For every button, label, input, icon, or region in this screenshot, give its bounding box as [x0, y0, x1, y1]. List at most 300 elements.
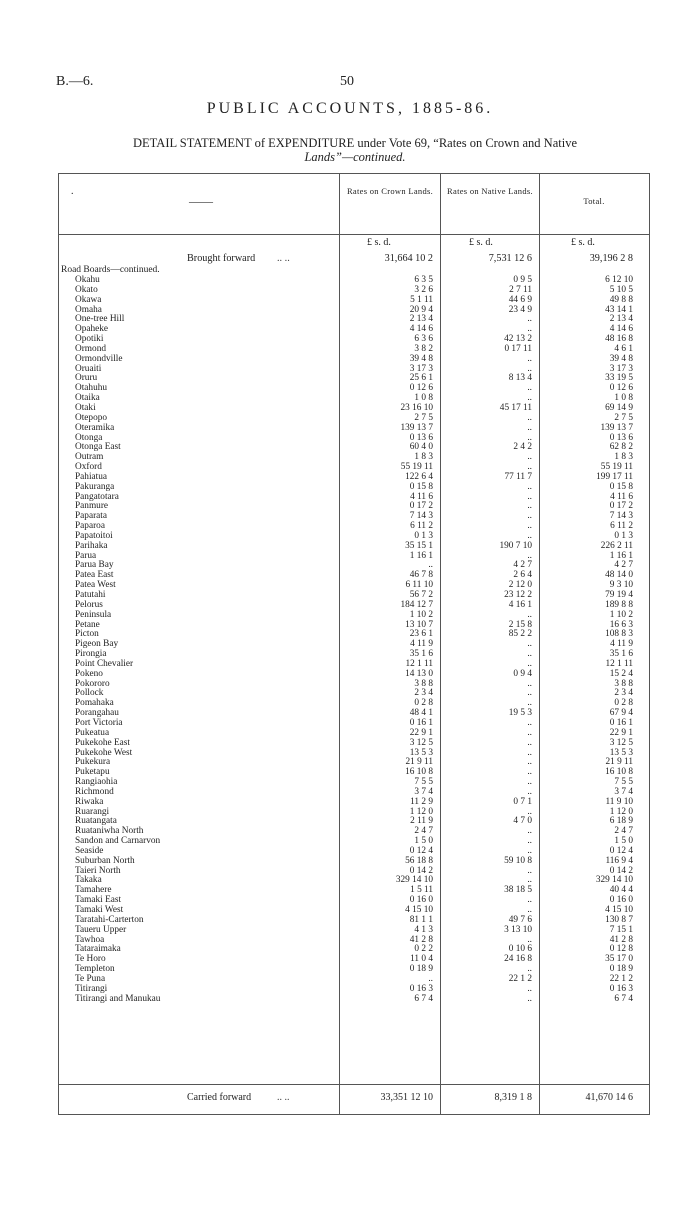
row-total: 48 16 8	[605, 334, 633, 345]
table-row	[59, 561, 649, 571]
row-native: ..	[527, 964, 532, 975]
row-crown: 3 12 5	[409, 737, 433, 748]
table-row	[59, 512, 649, 522]
table-row	[59, 384, 649, 394]
row-total: 48 14 0	[605, 570, 633, 581]
row-total: 0 12 4	[609, 845, 633, 856]
table-row	[59, 739, 649, 749]
row-crown: 11 2 9	[410, 796, 433, 807]
row-crown: 4 14 6	[409, 324, 433, 335]
row-native: ..	[527, 432, 532, 443]
row-name: Tamahere	[75, 885, 112, 896]
row-crown: 25 6 1	[409, 373, 433, 384]
row-total: 7 5 5	[614, 777, 633, 788]
row-name: Petane	[75, 619, 100, 630]
row-crown: 0 16 1	[409, 717, 433, 728]
carried-forward-crown: 33,351 12 10	[380, 1092, 433, 1103]
row-native: ..	[527, 639, 532, 650]
table-row	[59, 630, 649, 640]
row-crown: 16 10 8	[405, 767, 433, 778]
row-name: Pukeatua	[75, 727, 110, 738]
row-total: 16 10 8	[605, 767, 633, 778]
table-row	[59, 817, 649, 827]
row-name: Parua Bay	[75, 560, 114, 571]
row-native: ..	[527, 452, 532, 463]
row-name: Patea West	[75, 580, 116, 591]
row-crown: ..	[428, 973, 433, 984]
row-total: 199 17 11	[596, 471, 633, 482]
row-native: 2 12 0	[508, 580, 532, 591]
table-row	[59, 640, 649, 650]
row-crown: 139 13 7	[400, 422, 433, 433]
table-row	[59, 542, 649, 552]
header-rule	[59, 234, 649, 235]
row-native: 24 16 8	[504, 954, 532, 965]
table-row	[59, 315, 649, 325]
row-native: 0 10 6	[508, 944, 532, 955]
row-native: 0 7 1	[513, 796, 532, 807]
table-row	[59, 699, 649, 709]
row-native: 59 10 8	[504, 855, 532, 866]
table-row	[59, 916, 649, 926]
row-name: Picton	[75, 629, 99, 640]
row-total: 6 12 10	[605, 275, 633, 285]
row-native: 4 2 7	[513, 560, 532, 571]
page-reference: B.—6.	[56, 74, 94, 89]
row-total: 69 14 9	[605, 402, 633, 413]
table-row	[59, 424, 649, 434]
row-native: ..	[527, 836, 532, 847]
table-row	[59, 680, 649, 690]
row-crown: 3 2 6	[414, 284, 433, 295]
table-row	[59, 394, 649, 404]
row-crown: 1 5 11	[410, 885, 433, 896]
row-name: Panmure	[75, 501, 109, 512]
row-native: ..	[527, 530, 532, 541]
row-crown: 60 4 0	[409, 442, 433, 453]
table-row	[59, 955, 649, 965]
row-name: Tamaki West	[75, 905, 124, 915]
row-native: ..	[527, 491, 532, 502]
row-name: Taieri North	[75, 865, 121, 876]
row-name: Rangiaohia	[75, 777, 118, 788]
row-crown: 4 11 6	[410, 491, 433, 502]
row-native: 3 13 10	[504, 924, 532, 935]
row-total: 22 1 2	[609, 973, 633, 984]
row-native: 23 4 9	[508, 304, 532, 315]
row-name: Porangahau	[75, 708, 119, 719]
row-name: Patutahi	[75, 590, 106, 600]
row-crown: 1 8 3	[414, 452, 433, 463]
row-crown: 0 12 4	[409, 845, 433, 856]
row-crown: 0 13 6	[409, 432, 433, 443]
row-native: ..	[527, 393, 532, 404]
row-name: Otonga	[75, 432, 103, 443]
row-total: 43 14 1	[605, 304, 633, 315]
row-native: 44 6 9	[508, 294, 532, 305]
row-native: ..	[527, 757, 532, 768]
row-total: 2 7 5	[614, 412, 633, 423]
row-name: Taratahi-Carterton	[75, 914, 144, 925]
row-name: Port Victoria	[75, 717, 123, 728]
row-crown: 6 3 6	[414, 334, 433, 345]
row-crown: 1 16 1	[409, 550, 433, 561]
row-total: 6 18 9	[609, 816, 633, 827]
row-crown: 1 0 8	[414, 393, 433, 404]
row-crown: 13 5 3	[409, 747, 433, 758]
row-crown: 0 12 6	[409, 383, 433, 394]
table-row	[59, 502, 649, 512]
table-row	[59, 611, 649, 621]
row-crown: 56 18 8	[405, 855, 433, 866]
row-total: 139 13 7	[600, 422, 633, 433]
row-name: Pokeno	[75, 668, 103, 679]
row-total: 11 9 10	[605, 796, 633, 807]
row-native: 4 7 0	[513, 816, 532, 827]
carried-forward-label: Carried forward	[187, 1092, 252, 1103]
row-name: Titirangi	[75, 983, 108, 994]
row-native: 0 17 11	[504, 343, 532, 354]
row-name: Pakuranga	[75, 481, 115, 492]
brought-forward-native: 7,531 12 6	[488, 253, 532, 264]
row-name: Outram	[75, 452, 104, 463]
row-native: ..	[527, 727, 532, 738]
row-total: 35 17 0	[605, 954, 633, 965]
table-row	[59, 296, 649, 306]
row-total: 4 11 6	[610, 491, 633, 502]
table-row	[59, 709, 649, 719]
row-crown: 122 6 4	[405, 471, 433, 482]
table-row	[59, 345, 649, 355]
row-total: 7 14 3	[609, 511, 633, 522]
row-crown: 3 17 3	[409, 363, 433, 374]
table-row	[59, 808, 649, 818]
brought-forward-crown: 31,664 10 2	[384, 253, 433, 264]
table-row	[59, 876, 649, 886]
row-crown: 2 4 7	[414, 826, 433, 837]
row-name: Otepopo	[75, 412, 108, 423]
row-total: 0 13 6	[609, 432, 633, 443]
row-total: 49 8 8	[609, 294, 633, 305]
table-row	[59, 660, 649, 670]
table-row	[59, 591, 649, 601]
row-crown: 4 15 10	[405, 905, 433, 915]
row-native: ..	[527, 383, 532, 394]
row-crown: 39 4 8	[409, 353, 433, 364]
row-name: Otonga East	[75, 442, 121, 453]
row-total: 1 0 8	[614, 393, 633, 404]
row-total: 0 12 8	[609, 944, 633, 955]
row-crown: 0 15 8	[409, 481, 433, 492]
row-crown: 0 16 3	[409, 983, 433, 994]
road-board-rows	[59, 276, 649, 1004]
row-native: 85 2 2	[508, 629, 532, 640]
row-native: ..	[527, 806, 532, 817]
row-name: Oxford	[75, 462, 102, 473]
row-native: 0 9 5	[513, 275, 532, 285]
table-row	[59, 975, 649, 985]
row-native: ..	[527, 905, 532, 915]
row-crown: 6 11 2	[410, 521, 433, 532]
row-crown: 6 7 4	[414, 993, 433, 1004]
row-total: 35 1 6	[609, 649, 633, 660]
row-native: ..	[527, 363, 532, 374]
row-native: ..	[527, 649, 532, 660]
row-name: Oteramika	[75, 422, 115, 433]
row-total: 4 11 9	[610, 639, 633, 650]
row-name: Titirangi and Manukau	[75, 993, 161, 1004]
table-row	[59, 995, 649, 1005]
row-name: Okahu	[75, 275, 100, 285]
row-name: Ormondville	[75, 353, 123, 364]
table-row	[59, 867, 649, 877]
row-total: 55 19 11	[600, 462, 633, 473]
table-row	[59, 857, 649, 867]
row-native: 190 7 10	[499, 540, 532, 551]
row-native: ..	[527, 521, 532, 532]
row-name: Pukekura	[75, 757, 111, 768]
row-native: ..	[527, 511, 532, 522]
row-total: 1 12 0	[609, 806, 633, 817]
row-name: Point Chevalier	[75, 658, 134, 669]
row-crown: 7 5 5	[414, 777, 433, 788]
row-name: Pollock	[75, 688, 104, 699]
row-total: 5 10 5	[609, 284, 633, 295]
row-total: 3 12 5	[609, 737, 633, 748]
row-native: ..	[527, 895, 532, 906]
row-crown: 2 7 5	[414, 412, 433, 423]
row-total: 0 1 3	[614, 530, 633, 541]
row-total: 4 15 10	[605, 905, 633, 915]
row-native: ..	[527, 314, 532, 325]
row-total: 13 5 3	[609, 747, 633, 758]
row-native: ..	[527, 737, 532, 748]
carried-forward-leader: .. ..	[277, 1092, 290, 1103]
row-native: ..	[527, 875, 532, 886]
table-row	[59, 778, 649, 788]
row-native: 19 5 3	[508, 708, 532, 719]
row-native: ..	[527, 658, 532, 669]
row-native: 2 7 11	[509, 284, 532, 295]
row-native: ..	[527, 422, 532, 433]
table-row	[59, 286, 649, 296]
units-native: £ s. d.	[469, 237, 493, 248]
table-row	[59, 404, 649, 414]
table-row	[59, 719, 649, 729]
row-name: Tawhoa	[75, 934, 105, 945]
row-native: 2 4 2	[513, 442, 532, 453]
row-name: Papatoitoi	[75, 530, 113, 541]
row-total: 6 7 4	[614, 993, 633, 1004]
table-row	[59, 837, 649, 847]
row-native: ..	[527, 412, 532, 423]
row-total: 16 6 3	[609, 619, 633, 630]
row-crown: 14 13 0	[405, 668, 433, 679]
row-crown: 0 1 3	[414, 530, 433, 541]
column-header-total: Total.	[583, 196, 605, 206]
row-native: ..	[527, 481, 532, 492]
row-total: 130 8 7	[605, 914, 633, 925]
row-native: 22 1 2	[508, 973, 532, 984]
row-name: Pirongia	[75, 649, 107, 660]
row-crown: 1 12 0	[409, 806, 433, 817]
row-native: 49 7 6	[508, 914, 532, 925]
row-native: ..	[527, 688, 532, 699]
row-name: Templeton	[75, 964, 115, 975]
row-total: 3 17 3	[609, 363, 633, 374]
row-crown: 184 12 7	[400, 599, 433, 610]
row-native: ..	[527, 993, 532, 1004]
row-crown: 22 9 1	[409, 727, 433, 738]
header-dash: ——	[189, 194, 213, 208]
row-name: One-tree Hill	[75, 314, 125, 325]
row-crown: 23 6 1	[409, 629, 433, 640]
row-total: 1 10 2	[609, 609, 633, 620]
row-crown: 2 11 9	[410, 816, 433, 827]
row-crown: 81 1 1	[409, 914, 433, 925]
row-native: ..	[527, 767, 532, 778]
row-crown: 21 9 11	[405, 757, 433, 768]
row-total: 2 3 4	[614, 688, 633, 699]
row-crown: 3 8 2	[414, 343, 433, 354]
row-total: 6 11 2	[610, 521, 633, 532]
row-total: 62 8 2	[609, 442, 633, 453]
row-crown: 20 9 4	[409, 304, 433, 315]
table-row	[59, 493, 649, 503]
row-crown: 0 17 2	[409, 501, 433, 512]
table-row	[59, 896, 649, 906]
table-row	[59, 414, 649, 424]
row-total: 41 2 8	[609, 934, 633, 945]
row-total: 39 4 8	[609, 353, 633, 364]
row-total: 22 9 1	[609, 727, 633, 738]
row-name: Omaha	[75, 304, 102, 315]
row-name: Ruataniwha North	[75, 826, 144, 837]
statement-subtitle: DETAIL STATEMENT of EXPENDITURE under Vote 69, “Rates on Crown and Native	[133, 136, 577, 150]
row-name: Taueru Upper	[75, 924, 127, 935]
row-total: 1 5 0	[614, 836, 633, 847]
units-crown: £ s. d.	[367, 237, 391, 248]
row-name: Riwaka	[75, 796, 104, 807]
row-total: 189 8 8	[605, 599, 633, 610]
row-crown: 0 2 8	[414, 698, 433, 709]
expenditure-table	[58, 173, 650, 1115]
row-crown: 23 16 10	[400, 402, 433, 413]
table-row	[59, 483, 649, 493]
row-name: Ruarangi	[75, 806, 110, 817]
table-row	[59, 522, 649, 532]
row-total: 0 16 0	[609, 895, 633, 906]
row-name: Otaki	[75, 402, 96, 413]
row-name: Pukekohe East	[75, 737, 130, 748]
row-native: ..	[527, 983, 532, 994]
table-row	[59, 365, 649, 375]
table-row	[59, 926, 649, 936]
row-crown: 41 2 8	[409, 934, 433, 945]
row-native: ..	[527, 865, 532, 876]
table-row	[59, 325, 649, 335]
row-total: 40 4 4	[609, 885, 633, 896]
table-row	[59, 443, 649, 453]
row-native: 2 15 8	[508, 619, 532, 630]
row-native: ..	[527, 501, 532, 512]
units-total: £ s. d.	[571, 237, 595, 248]
row-total: 2 13 4	[609, 314, 633, 325]
row-crown: 7 14 3	[409, 511, 433, 522]
row-total: 226 2 11	[600, 540, 633, 551]
row-crown: 2 13 4	[409, 314, 433, 325]
row-native: ..	[527, 353, 532, 364]
row-native: ..	[527, 462, 532, 473]
row-total: 116 9 4	[605, 855, 633, 866]
row-total: 4 2 7	[614, 560, 633, 571]
row-name: Parua	[75, 550, 97, 561]
row-name: Otaika	[75, 393, 100, 404]
row-name: Opotiki	[75, 334, 104, 345]
row-native: 0 9 4	[513, 668, 532, 679]
row-total: 21 9 11	[605, 757, 633, 768]
statement-subtitle-continued: Lands”—continued.	[304, 150, 406, 164]
row-native: ..	[527, 777, 532, 788]
row-native: 2 6 4	[513, 570, 532, 581]
column-header-native: Rates on Native Lands.	[447, 186, 533, 196]
row-crown: 0 18 9	[409, 964, 433, 975]
row-name: Pangatotara	[75, 491, 119, 502]
table-row	[59, 788, 649, 798]
table-row	[59, 906, 649, 916]
brought-forward-label: Brought forward	[187, 253, 256, 264]
table-row	[59, 581, 649, 591]
table-row	[59, 355, 649, 365]
table-row	[59, 434, 649, 444]
row-total: 1 16 1	[609, 550, 633, 561]
table-row	[59, 571, 649, 581]
table-row	[59, 689, 649, 699]
row-total: 0 16 3	[609, 983, 633, 994]
row-crown: 4 11 9	[410, 639, 433, 650]
row-name: Ruatangata	[75, 816, 117, 827]
row-native: 38 18 5	[504, 885, 532, 896]
column-header-crown: Rates on Crown Lands.	[346, 186, 434, 196]
table-row	[59, 729, 649, 739]
table-row	[59, 945, 649, 955]
row-crown: 3 8 8	[414, 678, 433, 689]
row-native: ..	[527, 845, 532, 856]
row-name: Parihaka	[75, 540, 108, 551]
row-name: Tataraimaka	[75, 944, 121, 955]
row-total: 4 6 1	[614, 343, 633, 354]
row-total: 12 1 11	[605, 658, 633, 669]
row-native: 8 13 4	[508, 373, 532, 384]
row-crown: 56 7 2	[409, 590, 433, 600]
row-crown: 1 10 2	[409, 609, 433, 620]
row-crown: 4 1 3	[414, 924, 433, 935]
row-crown: 48 4 1	[409, 708, 433, 719]
row-name: Pomahaka	[75, 698, 114, 709]
row-native: ..	[527, 747, 532, 758]
row-name: Paparata	[75, 511, 108, 522]
row-name: Richmond	[75, 786, 114, 797]
row-total: 15 2 4	[609, 668, 633, 679]
row-name: Puketapu	[75, 767, 110, 778]
row-crown: 5 1 11	[410, 294, 433, 305]
row-native: 4 16 1	[508, 599, 532, 610]
row-native: 42 13 2	[504, 334, 532, 345]
table-row	[59, 335, 649, 345]
table-row	[59, 453, 649, 463]
row-name: Seaside	[75, 845, 104, 856]
row-name: Tamaki East	[75, 895, 122, 906]
